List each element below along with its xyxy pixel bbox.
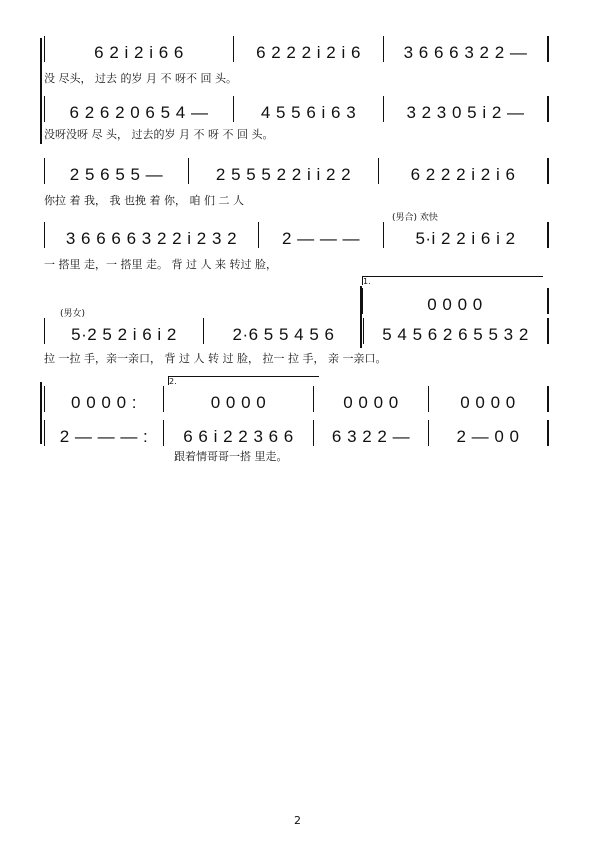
system-3-staff: [44, 222, 549, 248]
system-3-lyrics: 一 搭里 走，一 搭里 走。 背 过 人 来 转过 脸，: [44, 258, 277, 271]
note-group: 6 3 2 2 —: [331, 427, 411, 446]
note-group: 0 0 0 0: [427, 295, 483, 314]
note-group: 3 6 6 6 6 3 2 2 i 2 3 2: [65, 229, 238, 248]
note-group: 0 0 0 0: [460, 393, 516, 412]
system-5-lyrics: 跟着情哥哥一搭 里走。: [174, 450, 288, 463]
system-5-brace: [40, 382, 42, 444]
note-group: 5·2 5 2 i 6 i 2: [71, 325, 177, 344]
system-2-lyrics: 你拉 着 我， 我 也挽 着 你， 咱 们 二 人: [44, 194, 244, 207]
measure: [44, 158, 189, 184]
measure: [164, 386, 314, 412]
system-1-upper-lyrics: 没 尽头， 过去 的岁 月 不 呀不 回 头。: [44, 72, 237, 85]
system-1-lower-lyrics: 没呀没呀 尽 头， 过去的岁 月 不 呀 不 回 头。: [44, 128, 274, 141]
measure: [189, 158, 379, 184]
measure: [44, 36, 234, 62]
page-number: 2: [294, 814, 301, 827]
note-group: 2·6 5 5 4 5 6: [232, 325, 335, 344]
note-group: 6 2 2 2 i 2 i 6: [410, 165, 516, 184]
system-4-lower-staff: [44, 318, 549, 344]
volta-2: 2.: [168, 376, 319, 385]
system-5-upper-staff: [44, 386, 549, 412]
volta-1: 1.: [362, 276, 543, 285]
system-5-lower-staff: [44, 420, 549, 446]
note-group: 3 2 3 0 5 i 2 —: [406, 103, 525, 122]
note-group: 2 — 0 0: [456, 427, 520, 446]
note-group: 6 2 6 2 0 6 5 4 —: [69, 103, 209, 122]
system-1-lower-staff: [44, 96, 549, 122]
measure: [379, 158, 549, 184]
measure: [384, 96, 549, 122]
voice-marking: (男女): [60, 309, 86, 319]
measure: [44, 420, 164, 446]
note-group: 6 2 2 2 i 2 i 6: [256, 43, 361, 62]
measure: [314, 420, 429, 446]
note-group: 5·i 2 2 i 6 i 2: [415, 229, 516, 248]
note-group: 2 — — — :: [59, 427, 149, 446]
note-group: 2 5 6 5 5 —: [69, 165, 164, 184]
tempo-marking: (男合) 欢快: [392, 213, 438, 223]
measure: [204, 318, 364, 344]
note-group: 6 2 i 2 i 6 6: [94, 43, 184, 62]
measure: [44, 96, 234, 122]
measure: [44, 222, 259, 248]
note-group: 2 — — —: [281, 229, 361, 248]
note-group: 6 6 i 2 2 3 6 6: [183, 427, 294, 446]
measure: [44, 386, 164, 412]
system-1-brace: [40, 38, 42, 144]
note-group: 0 0 0 0 :: [71, 393, 137, 412]
note-group: 5 4 5 6 2 6 5 5 3 2: [382, 325, 529, 344]
measure: [44, 318, 204, 344]
system-4-lyrics: 拉 一拉 手，亲一亲口， 背 过 人 转 过 脸， 拉一 拉 手， 亲 一亲口。: [44, 352, 387, 365]
note-group: 2 5 5 5 2 2 i i 2 2: [215, 165, 352, 184]
measure: [259, 222, 384, 248]
system-4-upper-staff: [362, 288, 549, 314]
measure: [314, 386, 429, 412]
measure: [384, 36, 549, 62]
measure: [234, 96, 384, 122]
note-group: 0 0 0 0: [210, 393, 267, 412]
measure: [364, 318, 549, 344]
measure: [384, 222, 549, 248]
measure: [429, 386, 549, 412]
system-2-staff: [44, 158, 549, 184]
measure: [429, 420, 549, 446]
measure: [362, 288, 549, 314]
note-group: 4 5 5 6 i 6 3: [260, 103, 357, 122]
system-1-upper-staff: [44, 36, 549, 62]
measure: [234, 36, 384, 62]
note-group: 3 6 6 6 3 2 2 —: [403, 43, 528, 62]
measure: [164, 420, 314, 446]
note-group: 0 0 0 0: [343, 393, 399, 412]
